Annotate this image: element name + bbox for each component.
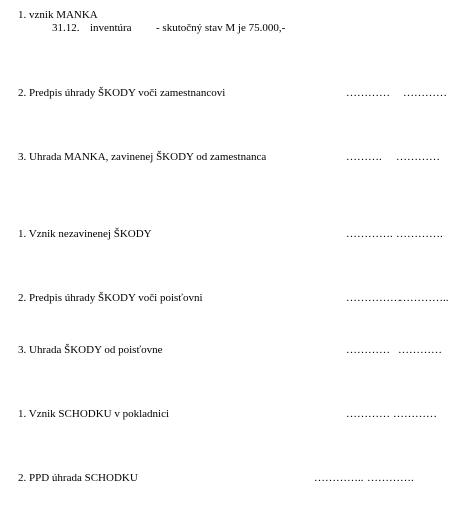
credit-blank: ………….: [396, 228, 443, 240]
credit-blank: …………: [398, 344, 442, 356]
row-label: 3. Uhrada ŠKODY od poisťovne: [18, 344, 163, 356]
debit-blank: ……….: [346, 151, 382, 163]
header-state: - skutočný stav M je 75.000,-: [156, 22, 286, 34]
debit-blank: …………: [346, 87, 390, 99]
debit-blank: …………..: [314, 472, 364, 484]
credit-blank: …………: [396, 151, 440, 163]
row-label: 3. Uhrada MANKA, zavinenej ŠKODY od zamestnanca: [18, 151, 267, 163]
debit-blank: ………….: [346, 228, 393, 240]
credit-blank: ………….: [367, 472, 414, 484]
debit-blank: ……………: [346, 292, 401, 304]
credit-blank: …………: [393, 408, 437, 420]
row-label: 1. Vznik SCHODKU v pokladnici: [18, 408, 170, 420]
row-label: 1. Vznik nezavinenej ŠKODY: [18, 228, 152, 240]
debit-blank: …………: [346, 344, 390, 356]
row-label: 2. Predpis úhrady ŠKODY voči poisťovni: [18, 292, 203, 304]
debit-blank: …………: [346, 408, 390, 420]
credit-blank: …………: [403, 87, 447, 99]
header-inventory: inventúra: [90, 22, 132, 34]
row-label: 2. Predpis úhrady ŠKODY voči zamestnancovi: [18, 87, 226, 99]
credit-blank: …………..: [399, 292, 449, 304]
header-date: 31.12.: [52, 22, 80, 34]
row-label: 2. PPD úhrada SCHODKU: [18, 472, 138, 484]
header-title: 1. vznik MANKA: [18, 9, 98, 21]
